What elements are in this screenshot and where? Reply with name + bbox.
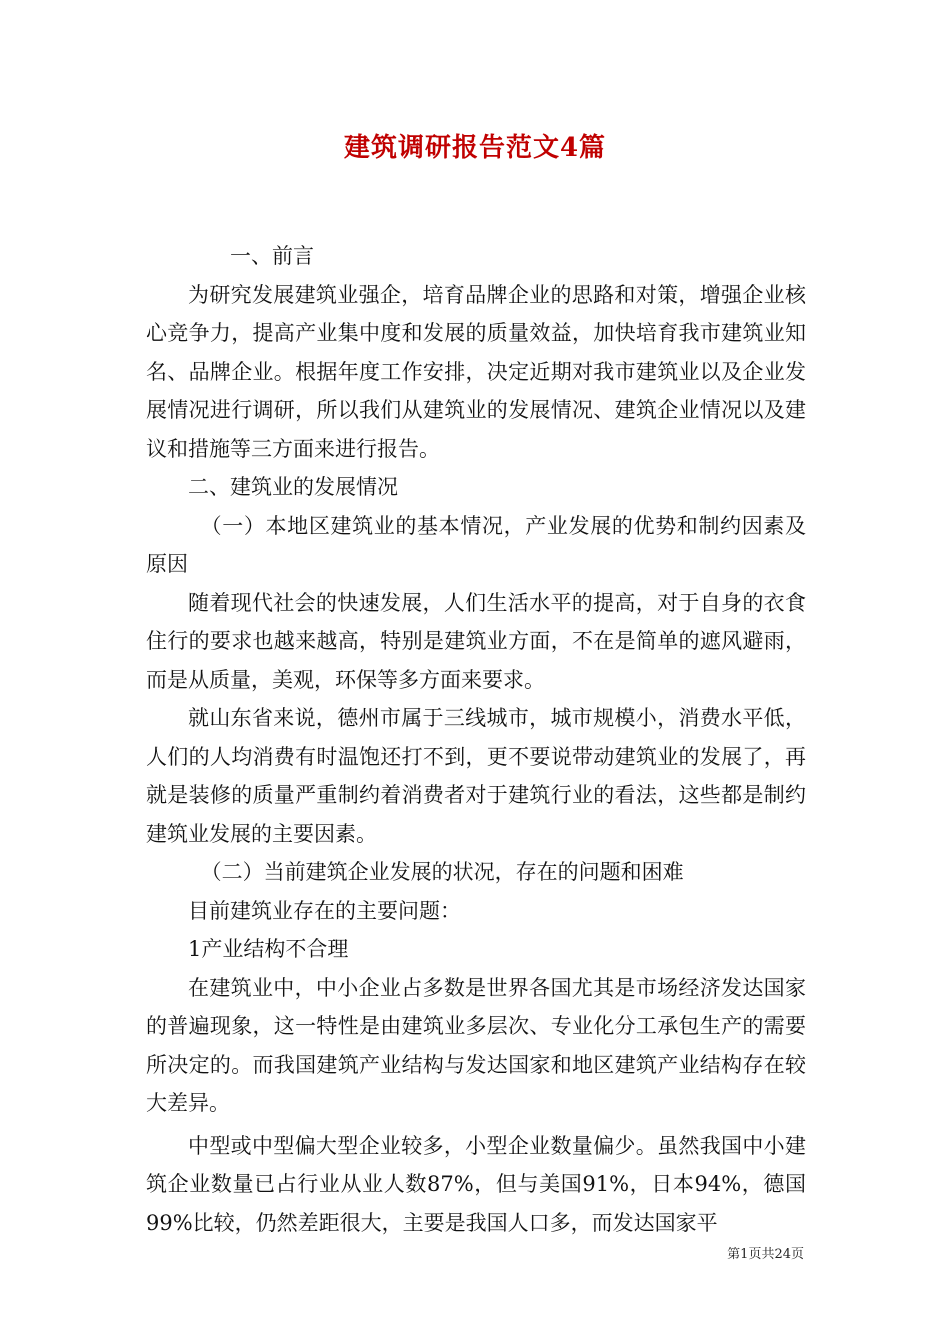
section-heading-development: 二、建筑业的发展情况 xyxy=(188,475,398,499)
paragraph: 随着现代社会的快速发展，人们生活水平的提高，对于自身的衣食住行的要求也越来越高，特别是建筑业方面，不在是简单的遮风避雨，而是从质量，美观，环保等多方面来要求。 xyxy=(146,590,806,692)
document-title: 建筑调研报告范文4篇 xyxy=(343,133,607,163)
subsection-heading-current-status: （二）当前建筑企业发展的状况，存在的问题和困难 xyxy=(200,860,684,884)
document-body xyxy=(146,237,806,1242)
paragraph: 就山东省来说，德州市属于三线城市，城市规模小，消费水平低，人们的人均消费有时温饱还打不到，更不要说带动建筑业的发展了，再就是装修的质量严重制约着消费者对于建筑行业的看法，这些都是制约建筑业发展的主要因素。 xyxy=(146,706,806,846)
section-heading-preface: 一、前言 xyxy=(230,244,314,268)
page-number: 第1页共24页 xyxy=(727,1247,804,1262)
paragraph: 中型或中型偏大型企业较多，小型企业数量偏少。虽然我国中小建筑企业数量已占行业从业人数87%，但与美国91%，日本94%，德国99%比较，仍然差距很大，主要是我国人口多，而发达国家平 xyxy=(146,1133,806,1235)
list-item-heading: 1产业结构不合理 xyxy=(188,937,349,961)
paragraph: 在建筑业中，中小企业占多数是世界各国尤其是市场经济发达国家的普遍现象，这一特性是由建筑业多层次、专业化分工承包生产的需要所决定的。而我国建筑产业结构与发达国家和地区建筑产业结构存在较大差异。 xyxy=(146,975,806,1115)
subsection-heading-basic-situation: （一）本地区建筑业的基本情况，产业发展的优势和制约因素及原因 xyxy=(146,513,806,576)
paragraph: 为研究发展建筑业强企，培育品牌企业的思路和对策，增强企业核心竞争力，提高产业集中度和发展的质量效益，加快培育我市建筑业知名、品牌企业。根据年度工作安排，决定近期对我市建筑业以及企业发展情况进行调研，所以我们从建筑业的发展情况、建筑企业情况以及建议和措施等三方面来进行报告。 xyxy=(146,282,806,461)
paragraph: 目前建筑业存在的主要问题： xyxy=(188,898,461,923)
